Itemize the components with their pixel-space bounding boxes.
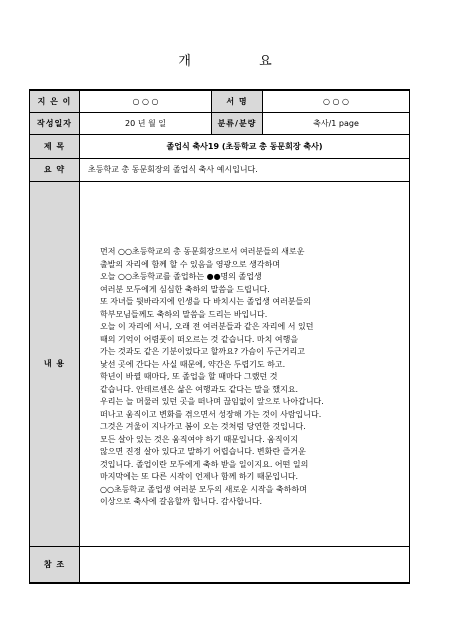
reference-row	[30, 546, 410, 583]
content-line: 그것은 겨울이 지나가고 봄이 오는 것처럼 당연한 것입니다.	[100, 422, 306, 432]
content-line: 오늘 이 자리에 서니, 오래 전 여러분들과 같은 자리에 서 있던	[100, 322, 314, 332]
subject-row	[30, 134, 410, 158]
date-value: 20 년 월 일	[80, 112, 212, 134]
content-line: 출발의 자리에 함께 할 수 있음을 영광으로 생각하며	[100, 259, 281, 269]
signature-label: 서 명	[212, 90, 263, 112]
author-row	[30, 90, 410, 112]
content-line: 모든 살아 있는 것은 움직여야 하기 때문입니다. 움직이지	[100, 434, 299, 444]
content-line: 가는 것과도 같은 기분이었다고 할까요? 가슴이 두근거리고	[100, 347, 305, 357]
content-row	[30, 181, 410, 546]
content-line: 낯선 곳에 간다는 사실 때문에, 약간은 두렵기도 하고.	[100, 359, 286, 369]
reference-label: 참 조	[30, 546, 80, 583]
content-line: 같습니다. 안데르센은 삶은 여행과도 같다는 말을 했지요.	[100, 384, 299, 394]
content-line: 마지막에는 또 다른 시작이 언제나 함께 하기 때문입니다.	[100, 472, 299, 482]
content-line: 오늘 ○○초등학교를 졸업하는 ●●명의 졸업생	[100, 272, 262, 282]
signature-value: ○ ○ ○	[263, 90, 410, 112]
content-label: 내 용	[30, 181, 80, 546]
date-row	[30, 112, 410, 134]
content-line: 학년이 바뀔 때마다, 또 졸업을 할 때마다 그랬던 것	[100, 372, 278, 382]
content-line: 우리는 늘 머물러 있던 곳을 떠나며 끊임없이 앞으로 나아갑니다.	[100, 397, 324, 407]
content-line: 학부모님들께도 축하의 말씀을 드리는 바입니다.	[100, 309, 268, 319]
author-label: 지 은 이	[30, 90, 80, 112]
category-value: 축사/1 page	[263, 112, 410, 134]
content-line: 떠나고 움직이고 변화를 겪으면서 성장해 가는 것이 사람입니다.	[100, 409, 322, 419]
content-line: 것입니다. 졸업이란 모두에게 축하 받을 일이지요. 어떤 일의	[100, 459, 309, 469]
content-line: 때의 기억이 어렴풋이 떠오르는 것 같습니다. 마치 여행을	[100, 334, 299, 344]
content-line: 이상으로 축사에 갈음할까 합니다. 감사합니다.	[100, 497, 263, 507]
subject-label: 제 목	[30, 134, 80, 158]
content-line: ○○초등학교 졸업생 여러분 모두의 새로운 시작을 축하하며	[100, 484, 307, 494]
overview-form	[29, 89, 410, 584]
content-body	[80, 218, 409, 509]
category-label: 분류/분량	[212, 112, 263, 134]
reference-value	[80, 546, 410, 583]
summary-row	[30, 158, 410, 181]
content-cell	[80, 181, 410, 546]
summary-label: 요 약	[30, 158, 80, 181]
content-line: 또 자녀들 뒷바라지에 인생을 다 바치시는 졸업생 여러분들의	[100, 297, 311, 307]
document-title: 개 요	[178, 54, 304, 69]
author-value: ○ ○ ○	[80, 90, 212, 112]
content-line: 여러분 모두에게 심심한 축하의 말씀을 드립니다.	[100, 284, 270, 294]
summary-value: 초등학교 총 동문회장의 졸업식 축사 예시입니다.	[80, 158, 410, 181]
date-label: 작성일자	[30, 112, 80, 134]
subject-value: 졸업식 축사19 (초등학교 총 동문회장 축사)	[80, 134, 410, 158]
content-line: 먼저 ○○초등학교의 총 동문회장으로서 여러분들의 새로운	[100, 247, 305, 257]
content-line: 않으면 진정 살아 있다고 말하기 어렵습니다. 변화란 즐거운	[100, 447, 306, 457]
